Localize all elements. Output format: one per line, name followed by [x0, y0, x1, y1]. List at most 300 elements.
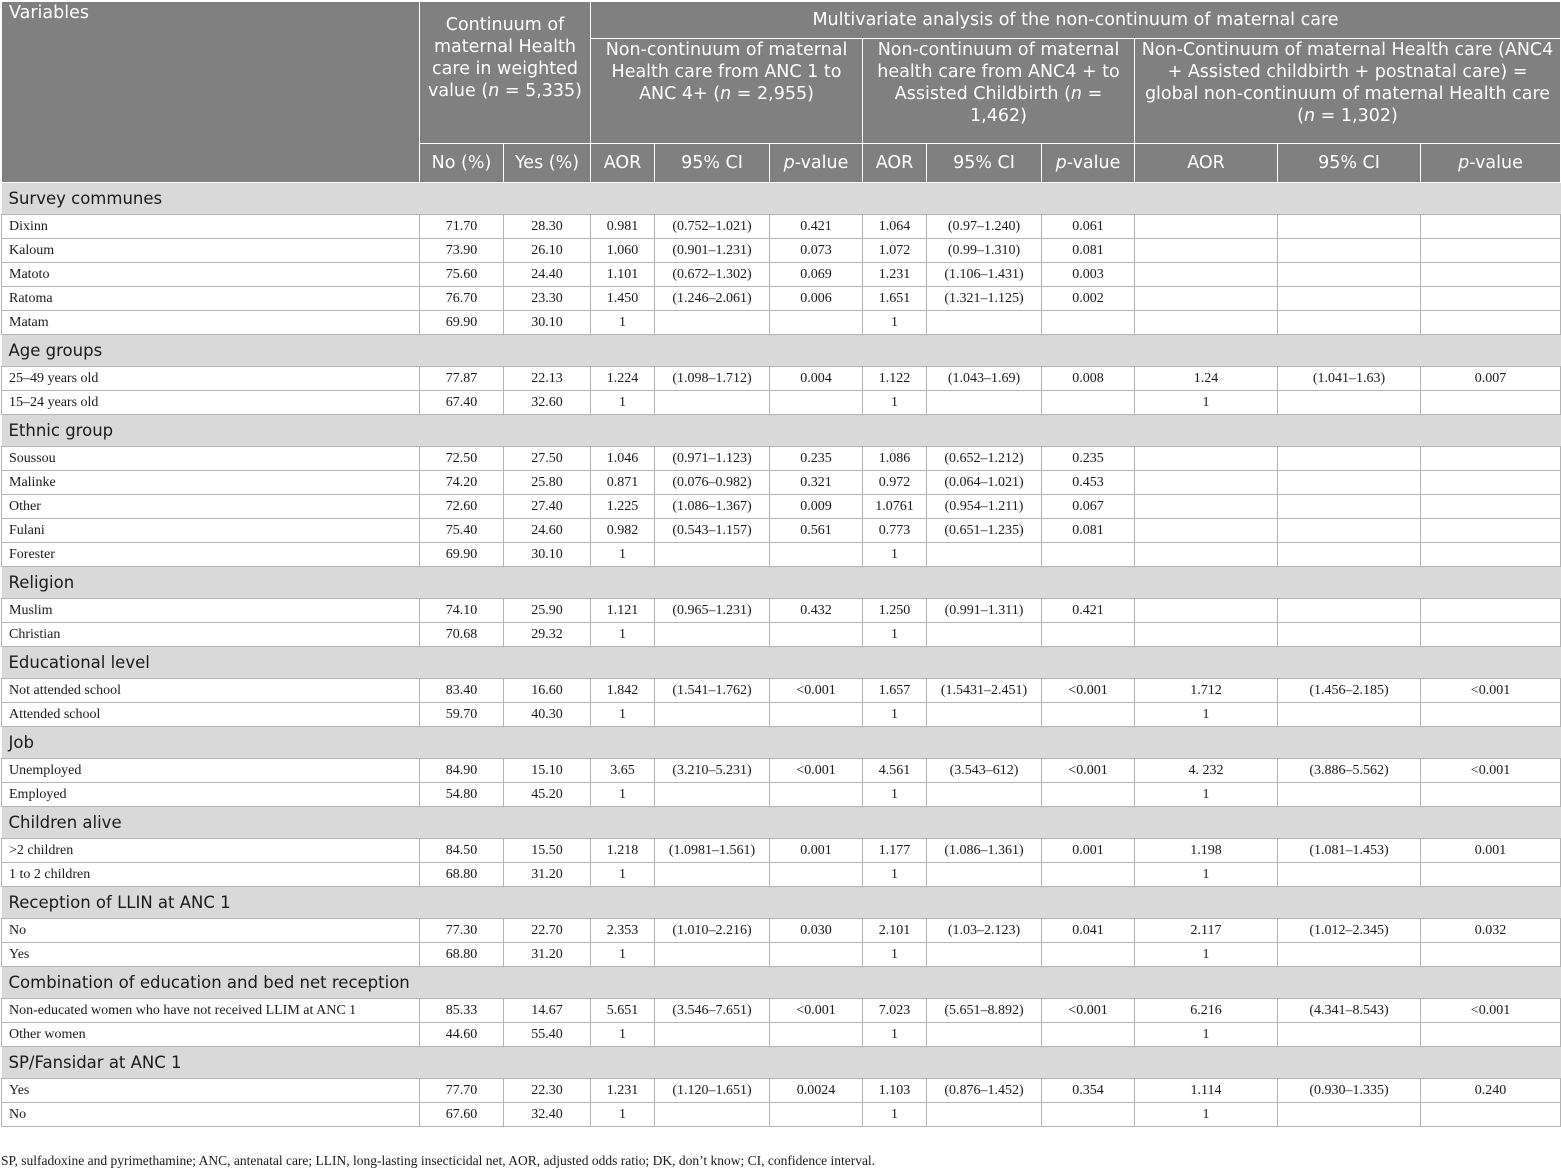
table-cell — [1421, 447, 1561, 471]
table-cell: 1 — [591, 623, 655, 647]
table-cell — [1042, 943, 1135, 967]
table-row — [2, 999, 1561, 1023]
table-cell — [1135, 519, 1278, 543]
group1-header: Non-continuum of maternal Health care from ANC 1 to ANC 4+ (n = 2,955) — [591, 39, 863, 144]
table-cell: 40.30 — [504, 703, 591, 727]
table-cell: (1.456–2.185) — [1278, 679, 1421, 703]
aor-header: AOR — [591, 144, 655, 183]
table-cell: (0.930–1.335) — [1278, 1079, 1421, 1103]
table-cell: 2.353 — [591, 919, 655, 943]
table-cell — [1135, 599, 1278, 623]
table-row — [2, 703, 1561, 727]
table-cell: 32.40 — [504, 1103, 591, 1127]
table-cell: 15.10 — [504, 759, 591, 783]
table-cell: (1.03–2.123) — [927, 919, 1042, 943]
table-cell — [1421, 471, 1561, 495]
table-cell: 7.023 — [863, 999, 927, 1023]
table-cell: 1.231 — [863, 263, 927, 287]
table-cell: (3.210–5.231) — [655, 759, 770, 783]
row-label: Kaloum — [2, 239, 420, 263]
table-cell: 0.030 — [770, 919, 863, 943]
table-footnote: SP, sulfadoxine and pyrimethamine; ANC, antenatal care; LLIN, long-lasting insecticidal net, AOR, adjusted odds ratio; DK, don’t know; CI, confidence interval. — [1, 1153, 876, 1168]
table-cell — [1421, 215, 1561, 239]
table-cell: <0.001 — [1042, 999, 1135, 1023]
table-cell — [1278, 519, 1421, 543]
table-cell — [770, 863, 863, 887]
table-cell — [927, 863, 1042, 887]
table-cell: (0.97–1.240) — [927, 215, 1042, 239]
table-cell: 68.80 — [420, 863, 504, 887]
table-cell: 1 — [591, 391, 655, 415]
table-row — [2, 863, 1561, 887]
table-cell: 0.006 — [770, 287, 863, 311]
table-cell: 70.68 — [420, 623, 504, 647]
table-cell: 0.972 — [863, 471, 927, 495]
table-cell: 1.060 — [591, 239, 655, 263]
section-title: Educational level — [2, 647, 1561, 679]
table-cell: 0.009 — [770, 495, 863, 519]
table-cell: 84.90 — [420, 759, 504, 783]
section-title: Combination of education and bed net reception — [2, 967, 1561, 999]
table-cell: 0.041 — [1042, 919, 1135, 943]
row-label: Employed — [2, 783, 420, 807]
table-cell: 77.87 — [420, 367, 504, 391]
multivariate-header: Multivariate analysis of the non-continuum of maternal care — [591, 2, 1561, 39]
table-cell: 16.60 — [504, 679, 591, 703]
table-cell — [1278, 239, 1421, 263]
table-cell: (4.341–8.543) — [1278, 999, 1421, 1023]
table-cell: <0.001 — [1421, 759, 1561, 783]
table-cell: (1.043–1.69) — [927, 367, 1042, 391]
table-row — [2, 679, 1561, 703]
table-cell — [927, 623, 1042, 647]
table-cell: 1 — [591, 543, 655, 567]
section-title: SP/Fansidar at ANC 1 — [2, 1047, 1561, 1079]
table-row — [2, 943, 1561, 967]
table-cell — [1421, 495, 1561, 519]
table-cell: 3.65 — [591, 759, 655, 783]
table-cell — [655, 863, 770, 887]
table-row — [2, 391, 1561, 415]
table-cell: (0.954–1.211) — [927, 495, 1042, 519]
table-cell: 1 — [863, 783, 927, 807]
table-cell: 1 — [591, 943, 655, 967]
table-cell — [1278, 215, 1421, 239]
table-cell — [1278, 863, 1421, 887]
table-cell: 1.122 — [863, 367, 927, 391]
table-cell — [1135, 543, 1278, 567]
table-cell — [1135, 287, 1278, 311]
table-cell — [1042, 703, 1135, 727]
table-cell — [1278, 623, 1421, 647]
table-cell: 0.561 — [770, 519, 863, 543]
table-cell — [1135, 311, 1278, 335]
section-title: Survey communes — [2, 183, 1561, 215]
table-cell: (0.99–1.310) — [927, 239, 1042, 263]
table-cell: 1 — [591, 311, 655, 335]
table-cell: 1.712 — [1135, 679, 1278, 703]
row-label: Yes — [2, 943, 420, 967]
table-cell: (1.106–1.431) — [927, 263, 1042, 287]
table-cell — [1421, 239, 1561, 263]
table-body — [2, 183, 1561, 1127]
table-row — [2, 599, 1561, 623]
row-label: No — [2, 919, 420, 943]
row-label: Muslim — [2, 599, 420, 623]
table-cell: 83.40 — [420, 679, 504, 703]
table-cell: (3.543–612) — [927, 759, 1042, 783]
table-cell: 0.871 — [591, 471, 655, 495]
table-cell — [655, 623, 770, 647]
table-cell: 0.001 — [1042, 839, 1135, 863]
table-cell: 1.24 — [1135, 367, 1278, 391]
table-row — [2, 263, 1561, 287]
table-cell — [770, 1103, 863, 1127]
table-cell — [770, 311, 863, 335]
table-cell: 0.453 — [1042, 471, 1135, 495]
table-cell — [927, 1023, 1042, 1047]
table-cell — [1278, 287, 1421, 311]
section-title: Religion — [2, 567, 1561, 599]
results-table — [1, 1, 1561, 1127]
table-cell: 1 — [863, 391, 927, 415]
table-row — [2, 239, 1561, 263]
continuum-header: Continuum of maternal Health care in weighted value (n = 5,335) — [420, 2, 591, 144]
table-cell: 1.250 — [863, 599, 927, 623]
section-header-row — [2, 1047, 1561, 1079]
table-cell: 45.20 — [504, 783, 591, 807]
table-cell — [1135, 215, 1278, 239]
table-cell: (1.086–1.367) — [655, 495, 770, 519]
table-cell: (0.752–1.021) — [655, 215, 770, 239]
table-cell: 0.061 — [1042, 215, 1135, 239]
row-label: Not attended school — [2, 679, 420, 703]
table-cell — [1421, 623, 1561, 647]
table-cell — [1278, 471, 1421, 495]
section-title: Job — [2, 727, 1561, 759]
table-cell: 0.003 — [1042, 263, 1135, 287]
table-cell — [655, 543, 770, 567]
table-cell: 1.225 — [591, 495, 655, 519]
table-cell: 1.651 — [863, 287, 927, 311]
table-cell: 4. 232 — [1135, 759, 1278, 783]
table-cell — [1278, 783, 1421, 807]
table-cell: 27.40 — [504, 495, 591, 519]
row-label: Ratoma — [2, 287, 420, 311]
table-cell: 2.117 — [1135, 919, 1278, 943]
p-value-header: p-value — [1042, 144, 1135, 183]
table-cell: (1.0981–1.561) — [655, 839, 770, 863]
table-cell: 22.30 — [504, 1079, 591, 1103]
table-cell — [1421, 519, 1561, 543]
table-cell: 59.70 — [420, 703, 504, 727]
table-cell: 0.235 — [770, 447, 863, 471]
table-cell: (1.541–1.762) — [655, 679, 770, 703]
table-cell: 1.218 — [591, 839, 655, 863]
table-cell: (0.543–1.157) — [655, 519, 770, 543]
table-cell: 1 — [1135, 863, 1278, 887]
table-cell — [1042, 543, 1135, 567]
table-cell: 1 — [863, 703, 927, 727]
table-cell — [1421, 543, 1561, 567]
section-header-row — [2, 887, 1561, 919]
table-cell: 0.432 — [770, 599, 863, 623]
table-cell — [1421, 943, 1561, 967]
ci-header: 95% CI — [655, 144, 770, 183]
row-label: Fulani — [2, 519, 420, 543]
section-header-row — [2, 647, 1561, 679]
table-cell: (5.651–8.892) — [927, 999, 1042, 1023]
table-cell — [1421, 287, 1561, 311]
table-cell: (1.246–2.061) — [655, 287, 770, 311]
table-cell: 1 — [863, 1023, 927, 1047]
table-cell: 1 — [863, 311, 927, 335]
table-cell — [1421, 391, 1561, 415]
table-cell — [770, 391, 863, 415]
table-cell — [1135, 495, 1278, 519]
table-cell: 26.10 — [504, 239, 591, 263]
table-cell — [1042, 1023, 1135, 1047]
table-cell — [655, 1023, 770, 1047]
table-cell — [1135, 623, 1278, 647]
table-cell: 1 — [591, 1023, 655, 1047]
table-cell: (3.546–7.651) — [655, 999, 770, 1023]
table-cell: 1 — [1135, 703, 1278, 727]
table-cell: 24.40 — [504, 263, 591, 287]
table-cell — [927, 703, 1042, 727]
table-cell: 1 — [1135, 1023, 1278, 1047]
table-cell — [770, 703, 863, 727]
table-cell: 0.067 — [1042, 495, 1135, 519]
table-cell — [1278, 1023, 1421, 1047]
table-cell: 1 — [1135, 391, 1278, 415]
table-cell: 32.60 — [504, 391, 591, 415]
table-cell: <0.001 — [770, 999, 863, 1023]
table-cell: 0.321 — [770, 471, 863, 495]
table-row — [2, 839, 1561, 863]
table-cell — [770, 1023, 863, 1047]
table-cell: (0.076–0.982) — [655, 471, 770, 495]
variables-header: Variables — [2, 2, 420, 183]
yes-pct-header: Yes (%) — [504, 144, 591, 183]
table-row — [2, 1103, 1561, 1127]
table-cell: 71.70 — [420, 215, 504, 239]
table-cell: 25.90 — [504, 599, 591, 623]
table-cell — [1135, 447, 1278, 471]
group3-header: Non-Continuum of maternal Health care (ANC4 + Assisted childbirth + postnatal care) = global non-continuum of maternal Health care (n = 1,302) — [1135, 39, 1561, 144]
table-header — [2, 2, 1561, 183]
table-cell — [770, 623, 863, 647]
table-cell: 0.001 — [770, 839, 863, 863]
section-header-row — [2, 335, 1561, 367]
table-cell: 1.046 — [591, 447, 655, 471]
table-cell: 5.651 — [591, 999, 655, 1023]
table-cell: 1.086 — [863, 447, 927, 471]
table-cell: 2.101 — [863, 919, 927, 943]
table-cell: 77.30 — [420, 919, 504, 943]
table-cell: 74.10 — [420, 599, 504, 623]
table-cell — [655, 311, 770, 335]
aor-header: AOR — [863, 144, 927, 183]
table-row — [2, 215, 1561, 239]
row-label: Yes — [2, 1079, 420, 1103]
table-cell — [655, 943, 770, 967]
table-cell: (0.876–1.452) — [927, 1079, 1042, 1103]
table-cell — [1421, 1023, 1561, 1047]
table-cell: 1.101 — [591, 263, 655, 287]
table-row — [2, 1079, 1561, 1103]
table-cell: 77.70 — [420, 1079, 504, 1103]
table-row — [2, 519, 1561, 543]
table-cell: 1.064 — [863, 215, 927, 239]
table-cell: 0.069 — [770, 263, 863, 287]
table-cell — [655, 703, 770, 727]
table-cell: 15.50 — [504, 839, 591, 863]
table-cell: 54.80 — [420, 783, 504, 807]
table-cell: 68.80 — [420, 943, 504, 967]
table-cell: 4.561 — [863, 759, 927, 783]
section-header-row — [2, 967, 1561, 999]
table-cell: 0.001 — [1421, 839, 1561, 863]
table-cell: 31.20 — [504, 943, 591, 967]
table-cell: 1 — [591, 863, 655, 887]
table-cell: 0.032 — [1421, 919, 1561, 943]
table-cell: 1.0761 — [863, 495, 927, 519]
row-label: Matoto — [2, 263, 420, 287]
table-cell: 1 — [1135, 943, 1278, 967]
table-cell: 1.231 — [591, 1079, 655, 1103]
table-cell — [1421, 783, 1561, 807]
table-cell: 31.20 — [504, 863, 591, 887]
table-cell — [1042, 1103, 1135, 1127]
table-cell: (1.081–1.453) — [1278, 839, 1421, 863]
table-cell: 1 — [863, 543, 927, 567]
table-cell — [1421, 311, 1561, 335]
table-cell: 74.20 — [420, 471, 504, 495]
table-cell: (0.991–1.311) — [927, 599, 1042, 623]
table-cell — [1042, 311, 1135, 335]
table-cell — [1135, 263, 1278, 287]
table-cell: 73.90 — [420, 239, 504, 263]
table-cell — [1421, 1103, 1561, 1127]
table-row — [2, 623, 1561, 647]
table-cell: 0.073 — [770, 239, 863, 263]
row-label: Christian — [2, 623, 420, 647]
table-cell: 0.240 — [1421, 1079, 1561, 1103]
table-cell — [1042, 863, 1135, 887]
table-cell: (0.672–1.302) — [655, 263, 770, 287]
p-value-header: p-value — [1421, 144, 1561, 183]
table-row — [2, 471, 1561, 495]
table-cell: (1.5431–2.451) — [927, 679, 1042, 703]
table-cell: (3.886–5.562) — [1278, 759, 1421, 783]
row-label: 25–49 years old — [2, 367, 420, 391]
table-cell — [1042, 623, 1135, 647]
no-pct-header: No (%) — [420, 144, 504, 183]
table-cell: 55.40 — [504, 1023, 591, 1047]
table-row — [2, 287, 1561, 311]
section-header-row — [2, 727, 1561, 759]
table-cell: 0.982 — [591, 519, 655, 543]
row-label: Dixinn — [2, 215, 420, 239]
row-label: Soussou — [2, 447, 420, 471]
row-label: No — [2, 1103, 420, 1127]
table-cell — [1278, 391, 1421, 415]
ci-header: 95% CI — [1278, 144, 1421, 183]
table-cell: 30.10 — [504, 311, 591, 335]
table-cell — [1278, 311, 1421, 335]
table-cell: 24.60 — [504, 519, 591, 543]
section-title: Age groups — [2, 335, 1561, 367]
table-cell — [1278, 943, 1421, 967]
table-cell: 0.421 — [1042, 599, 1135, 623]
table-cell: 1 — [863, 943, 927, 967]
row-label: Other women — [2, 1023, 420, 1047]
table-cell: (1.010–2.216) — [655, 919, 770, 943]
table-cell: 1.177 — [863, 839, 927, 863]
table-cell: 84.50 — [420, 839, 504, 863]
table-cell: 75.40 — [420, 519, 504, 543]
section-header-row — [2, 183, 1561, 215]
table-cell: 29.32 — [504, 623, 591, 647]
table-cell: (0.971–1.123) — [655, 447, 770, 471]
table-cell — [1278, 447, 1421, 471]
table-cell: <0.001 — [770, 679, 863, 703]
table-cell: 1.121 — [591, 599, 655, 623]
table-cell: 75.60 — [420, 263, 504, 287]
row-label: >2 children — [2, 839, 420, 863]
table-cell — [770, 943, 863, 967]
table-cell: 67.40 — [420, 391, 504, 415]
row-label: Non-educated women who have not received LLIM at ANC 1 — [2, 999, 420, 1023]
table-cell: 67.60 — [420, 1103, 504, 1127]
table-cell: 1.114 — [1135, 1079, 1278, 1103]
table-cell — [927, 1103, 1042, 1127]
table-cell: (0.901–1.231) — [655, 239, 770, 263]
table-cell: 1.103 — [863, 1079, 927, 1103]
table-cell: 0.981 — [591, 215, 655, 239]
table-cell: 0.773 — [863, 519, 927, 543]
table-cell — [1421, 599, 1561, 623]
group2-header: Non-continuum of maternal health care from ANC4 + to Assisted Childbirth (n = 1,462) — [863, 39, 1135, 144]
section-title: Reception of LLIN at ANC 1 — [2, 887, 1561, 919]
row-label: Unemployed — [2, 759, 420, 783]
table-row — [2, 919, 1561, 943]
table-cell: 0.004 — [770, 367, 863, 391]
table-row — [2, 759, 1561, 783]
table-cell: 1 — [1135, 783, 1278, 807]
table-cell — [1278, 495, 1421, 519]
table-cell: 44.60 — [420, 1023, 504, 1047]
section-title: Ethnic group — [2, 415, 1561, 447]
table-cell: 0.007 — [1421, 367, 1561, 391]
row-label: 15–24 years old — [2, 391, 420, 415]
table-cell — [1278, 1103, 1421, 1127]
table-cell: 1 — [591, 783, 655, 807]
table-cell: 0.235 — [1042, 447, 1135, 471]
table-cell: (0.965–1.231) — [655, 599, 770, 623]
section-title: Children alive — [2, 807, 1561, 839]
table-cell: 72.50 — [420, 447, 504, 471]
table-row — [2, 783, 1561, 807]
table-cell — [1278, 543, 1421, 567]
ci-header: 95% CI — [927, 144, 1042, 183]
table-cell — [1278, 703, 1421, 727]
table-cell — [1135, 239, 1278, 263]
table-cell: 0.0024 — [770, 1079, 863, 1103]
table-cell: (1.041–1.63) — [1278, 367, 1421, 391]
row-label: Other — [2, 495, 420, 519]
